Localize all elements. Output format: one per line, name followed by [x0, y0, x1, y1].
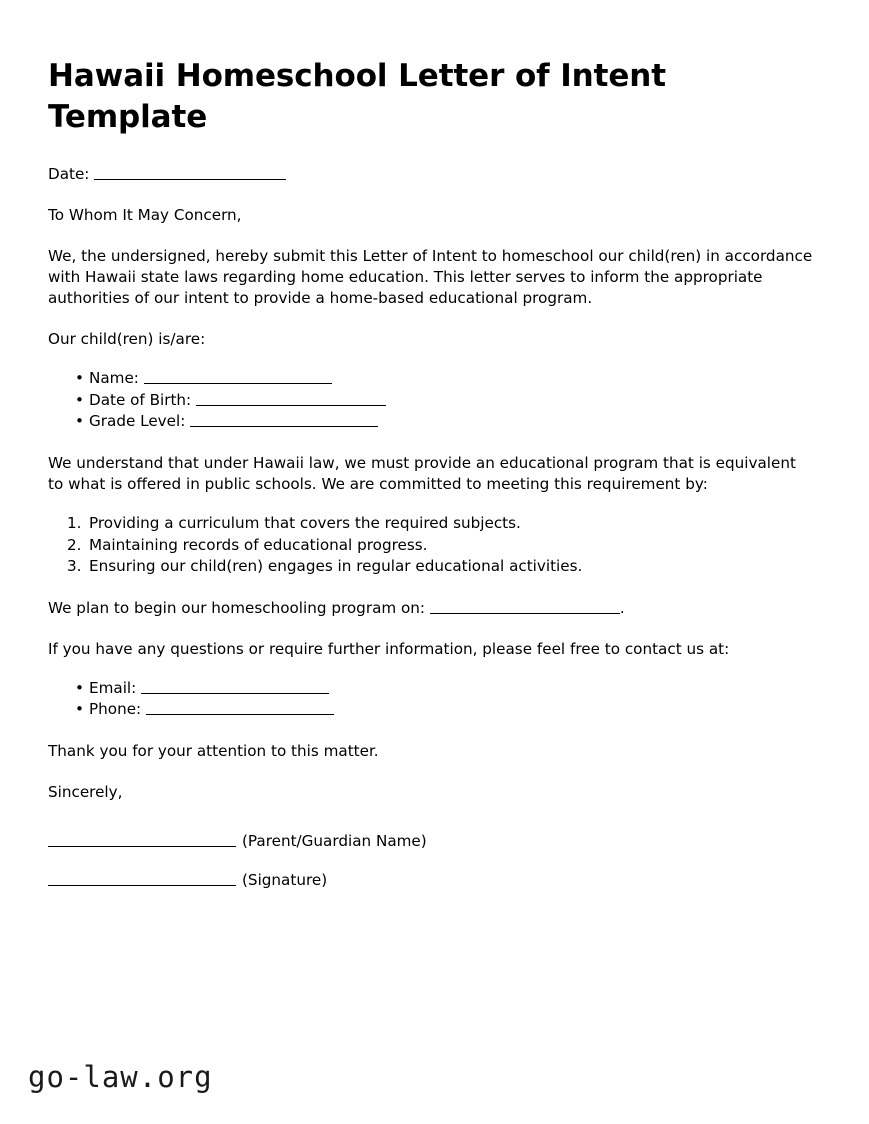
children-intro: Our child(ren) is/are:	[48, 330, 206, 349]
child-dob-label: Date of Birth:	[89, 390, 192, 409]
signature-blank-field[interactable]	[48, 870, 236, 885]
list-item	[48, 368, 814, 390]
page-title: Hawaii Homeschool Letter of Intent Template	[48, 58, 666, 136]
thanks-line: Thank you for your attention to this matter.	[48, 741, 379, 760]
child-grade-label: Grade Level:	[89, 412, 186, 431]
begin-date-period: .	[619, 598, 625, 617]
parent-name-signature-line	[48, 831, 814, 852]
child-dob-blank-field[interactable]	[196, 390, 386, 405]
date-label: Date:	[48, 165, 90, 184]
closing-line: Sincerely,	[48, 782, 123, 801]
intro-paragraph: We, the undersigned, hereby submit this Letter of Intent to homeschool our child(ren) in accordance with Hawaii state laws regarding home education. This letter serves to inform the appropriate authorities of our intent to provide a home-based educational program.	[48, 247, 813, 308]
signature-caption: (Signature)	[242, 870, 328, 889]
parent-name-caption: (Parent/Guardian Name)	[242, 831, 427, 850]
child-grade-blank-field[interactable]	[190, 412, 378, 427]
contact-fields-list	[48, 678, 814, 721]
list-item: Maintaining records of educational progress.	[89, 535, 428, 554]
signature-line	[48, 870, 814, 891]
child-name-label: Name:	[89, 369, 139, 388]
commitments-list	[48, 513, 814, 578]
child-name-blank-field[interactable]	[144, 369, 332, 384]
document-body	[48, 56, 814, 909]
law-paragraph: We understand that under Hawaii law, we must provide an educational program that is equivalent to what is offered in public schools. We are committed to meeting this requirement by:	[48, 453, 796, 493]
begin-date-line	[48, 598, 814, 619]
list-item	[48, 699, 814, 721]
signature-spacer	[48, 823, 814, 831]
phone-blank-field[interactable]	[146, 700, 334, 715]
begin-date-blank-field[interactable]	[430, 598, 620, 613]
parent-name-blank-field[interactable]	[48, 831, 236, 846]
site-watermark: go-law.org	[28, 1060, 213, 1094]
list-item	[48, 390, 814, 412]
contact-intro: If you have any questions or require further information, please feel free to contact us at:	[48, 639, 730, 658]
list-item	[48, 678, 814, 700]
email-label: Email:	[89, 678, 137, 697]
begin-date-label: We plan to begin our homeschooling program on:	[48, 598, 426, 617]
phone-label: Phone:	[89, 700, 142, 719]
date-blank-field[interactable]	[94, 165, 286, 180]
list-item	[48, 411, 814, 433]
salutation: To Whom It May Concern,	[48, 206, 242, 225]
date-line	[48, 164, 814, 185]
child-fields-list	[48, 368, 814, 433]
list-item: Ensuring our child(ren) engages in regular educational activities.	[89, 557, 583, 576]
list-item: Providing a curriculum that covers the required subjects.	[89, 513, 521, 532]
email-blank-field[interactable]	[141, 678, 329, 693]
